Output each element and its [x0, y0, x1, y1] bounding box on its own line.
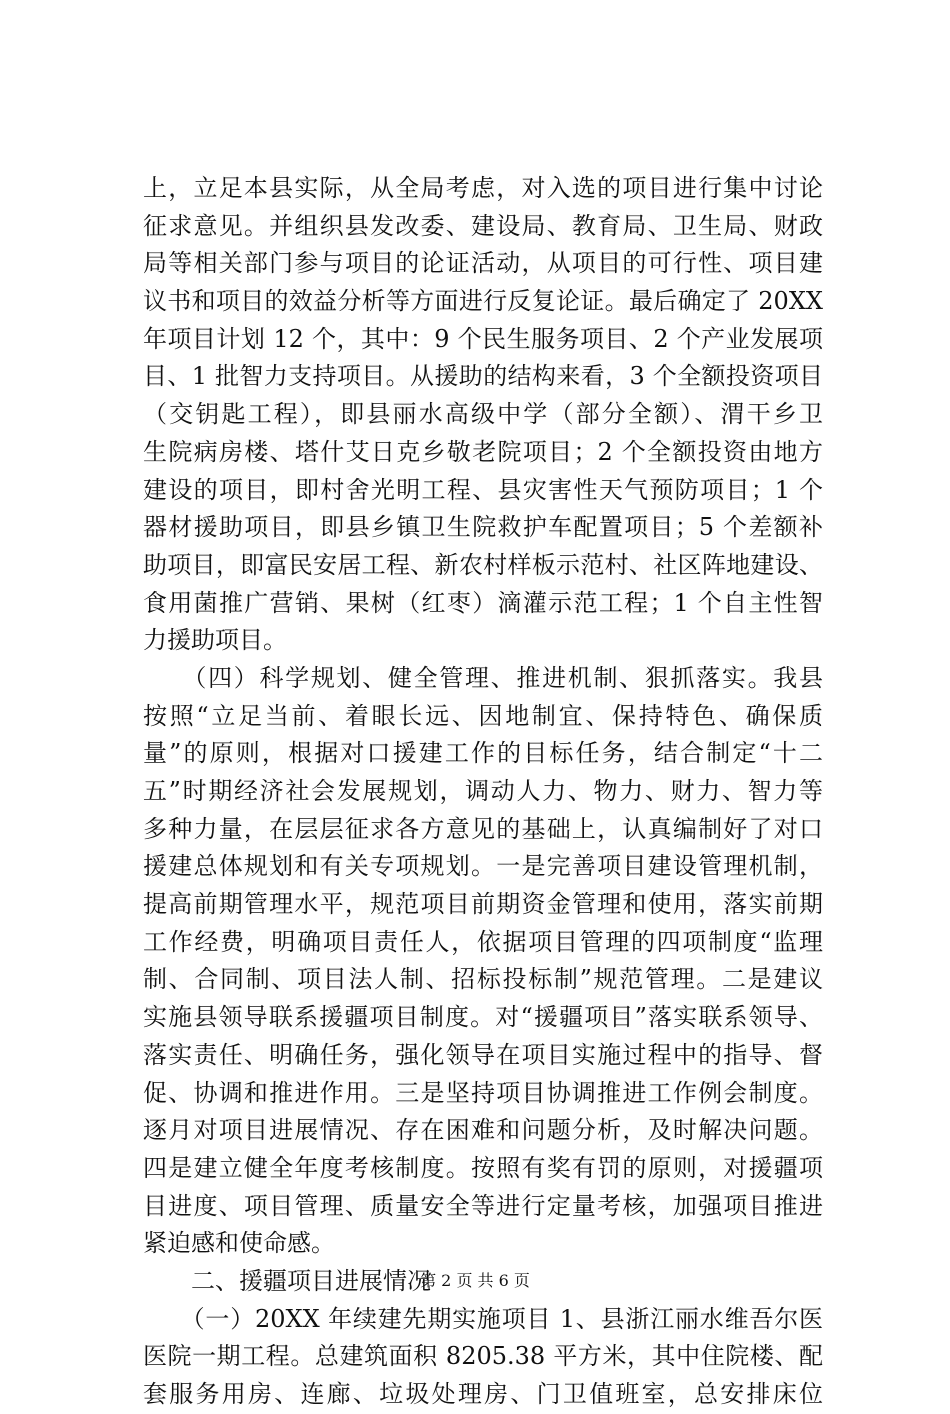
text-line: 制、合同制、项目法人制、招标投标制”规范管理。二是建议 [143, 965, 823, 994]
text-line: 促、协调和推进作用。三是坚持项目协调推进工作例会制度。 [143, 1078, 823, 1107]
text-line: 局等相关部门参与项目的论证活动，从项目的可行性、项目建 [143, 249, 823, 278]
text-line: 助项目，即富民安居工程、新农村样板示范村、社区阵地建设、 [143, 550, 823, 579]
text-line: （四）科学规划、健全管理、推进机制、狠抓落实。我县 [143, 663, 823, 692]
text-line: 食用菌推广营销、果树（红枣）滴灌示范工程；1 个自主性智 [143, 588, 823, 617]
page-footer: 第 2 页 共 6 页 [420, 1271, 530, 1290]
text-line: 工作经费，明确项目责任人，依据项目管理的四项制度“监理 [143, 927, 823, 956]
text-line: 多种力量，在层层征求各方意见的基础上，认真编制好了对口 [143, 814, 823, 843]
text-line: 器材援助项目，即县乡镇卫生院救护车配置项目；5 个差额补 [143, 513, 823, 542]
text-line: （交钥匙工程），即县丽水高级中学（部分全额）、渭干乡卫 [143, 400, 823, 429]
text-line: 力援助项目。 [143, 626, 287, 655]
text-line: 按照“立足当前、着眼长远、因地制宜、保持特色、确保质 [143, 701, 823, 730]
text-line: 落实责任、明确任务，强化领导在项目实施过程中的指导、督 [143, 1040, 823, 1069]
text-line: 上，立足本县实际，从全局考虑，对入选的项目进行集中讨论 [143, 174, 823, 202]
text-line: 议书和项目的效益分析等方面进行反复论证。最后确定了 20XX [143, 287, 823, 316]
text-line: 套服务用房、连廊、垃圾处理房、门卫值班室，总安排床位 [143, 1380, 823, 1408]
text-line: 紧迫感和使命感。 [143, 1229, 335, 1258]
text-line: 逐月对项目进展情况、存在困难和问题分析，及时解决问题。 [143, 1116, 823, 1145]
text-line: 援建总体规划和有关专项规划。一是完善项目建设管理机制， [143, 852, 823, 881]
text-line: 二、援疆项目进展情况 [143, 1266, 431, 1295]
text-line: 医院一期工程。总建筑面积 8205.38 平方米，其中住院楼、配 [143, 1342, 823, 1371]
text-line: 提高前期管理水平，规范项目前期资金管理和使用，落实前期 [143, 890, 823, 919]
text-line: 建设的项目，即村舍光明工程、县灾害性天气预防项目；1 个 [143, 475, 823, 504]
text-line: 目进度、项目管理、质量安全等进行定量考核，加强项目推进 [143, 1191, 823, 1220]
text-line: 四是建立健全年度考核制度。按照有奖有罚的原则，对援疆项 [143, 1153, 823, 1182]
text-line: 年项目计划 12 个，其中：9 个民生服务项目、2 个产业发展项 [143, 324, 823, 353]
text-line: 量”的原则，根据对口援建工作的目标任务，结合制定“十二 [143, 739, 823, 768]
document-body [143, 170, 823, 1414]
text-line: 征求意见。并组织县发改委、建设局、教育局、卫生局、财政 [143, 211, 823, 240]
text-line: 目、1 批智力支持项目。从援助的结构来看，3 个全额投资项目 [143, 362, 823, 391]
text-line: （一）20XX 年续建先期实施项目 1、县浙江丽水维吾尔医 [143, 1304, 823, 1333]
text-line: 五”时期经济社会发展规划，调动人力、物力、财力、智力等 [143, 777, 823, 805]
text-line: 实施县领导联系援疆项目制度。对“援疆项目”落实联系领导、 [143, 1003, 823, 1032]
text-line: 生院病房楼、塔什艾日克乡敬老院项目；2 个全额投资由地方 [143, 437, 823, 466]
